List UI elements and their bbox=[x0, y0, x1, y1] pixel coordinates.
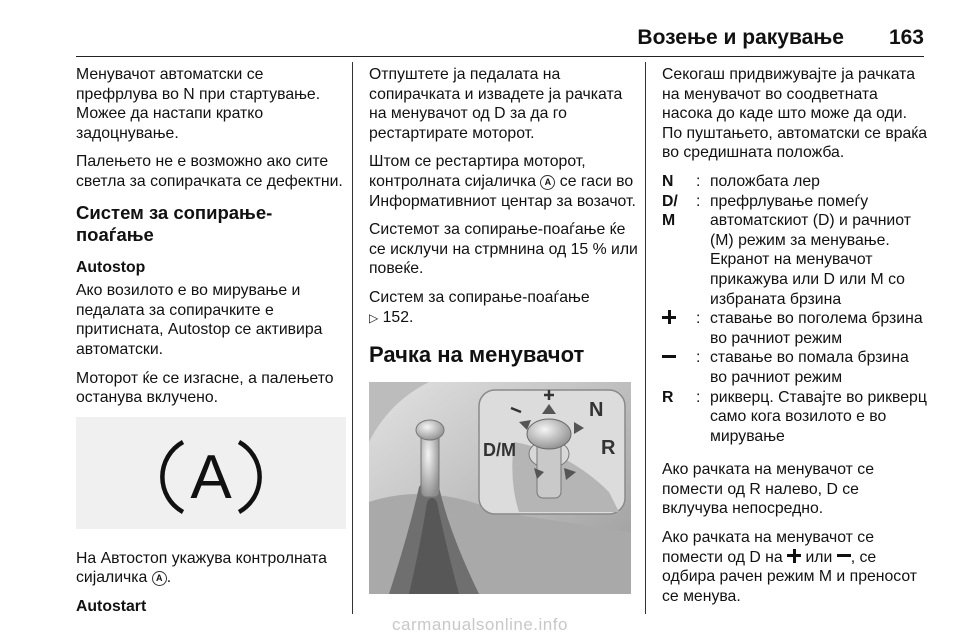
paragraph: Ако рачката на менувачот се помести од D на или , се одбира рачен режим M и преносот се менува. bbox=[662, 529, 918, 605]
autostop-indicator-icon: A bbox=[540, 175, 555, 190]
paragraph: Моторот ќе се изгасне, а палењето останува вклучено. bbox=[76, 369, 334, 407]
paragraph: Системот за сопирање-поаѓање ќе се исклучи на стрмнина од 15 % или повеќе. bbox=[369, 221, 638, 278]
heading-brake-system: Систем за сопирање-поаѓање bbox=[76, 201, 273, 245]
column-divider-1 bbox=[352, 62, 353, 614]
autostop-indicator-icon: A bbox=[152, 571, 167, 586]
minus-icon bbox=[837, 549, 851, 563]
definition-text: префрлување помеѓу автоматскиот (D) и рачниот (M) режим за менување. Екранот на менувачот прикажува или D или M со избраната брзина bbox=[710, 192, 911, 308]
definition-item bbox=[662, 172, 928, 192]
definition-text: ставање во поголема брзина во рачниот режим bbox=[710, 310, 923, 347]
autostop-symbol-figure bbox=[76, 417, 346, 529]
gear-lever-illustration bbox=[369, 382, 631, 594]
paragraph: Ако возилото е во мирување и педалата за сопирачките е притисната, Autostop се активира автоматски. bbox=[76, 282, 323, 358]
page-reference: 152. bbox=[382, 308, 414, 326]
autostop-a-icon bbox=[76, 417, 346, 529]
definition-text: ставање во помала брзина во рачниот режим bbox=[710, 349, 909, 386]
definition-key bbox=[662, 309, 696, 329]
minus-icon bbox=[662, 349, 676, 363]
definition-list bbox=[662, 172, 928, 446]
gear-label-dm: D/M bbox=[483, 440, 516, 461]
definition-colon: : bbox=[696, 349, 701, 367]
definition-colon: : bbox=[696, 310, 701, 328]
definition-colon: : bbox=[696, 192, 701, 210]
definition-key: R bbox=[662, 388, 674, 406]
gear-label-n: N bbox=[589, 399, 604, 422]
paragraph: Ако рачката на менувачот се помести од R налево, D се вклучува непосредно. bbox=[662, 461, 874, 518]
definition-text: положбата лер bbox=[710, 172, 820, 190]
plus-icon bbox=[662, 310, 676, 324]
definition-colon: : bbox=[696, 388, 701, 406]
column-divider-2 bbox=[645, 62, 646, 614]
definition-colon: : bbox=[696, 172, 701, 190]
gear-label-r: R bbox=[601, 437, 616, 460]
definition-item bbox=[662, 348, 928, 387]
paragraph: Палењето не е возможно ако сите светла за сопирачката се дефектни. bbox=[76, 153, 343, 190]
definition-item bbox=[662, 192, 928, 310]
paragraph: Штом се рестартира моторот, контролната сијаличка A се гаси во Информативниот центар за возачот. bbox=[369, 153, 636, 210]
heading-autostop: Autostop bbox=[76, 258, 146, 276]
definition-item bbox=[662, 388, 928, 447]
page-reference-icon: ▷ bbox=[369, 310, 379, 325]
column-2 bbox=[369, 65, 639, 594]
paragraph: На Автостоп укажува контролната сијаличка A . bbox=[76, 549, 327, 587]
watermark: carmanualsonline.info bbox=[392, 615, 568, 634]
gear-lever-figure bbox=[369, 382, 631, 594]
paragraph: Менувачот автоматски се префрлува во N при стартување. Можее да настапи кратко задоцнување. bbox=[76, 66, 321, 142]
paragraph: Отпуштете ја педалата на сопирачката и извадете ја рачката на менувачот од D за да го рестартирате моторот. bbox=[369, 66, 623, 142]
plus-icon bbox=[787, 549, 801, 563]
column-3 bbox=[662, 65, 928, 615]
section-title: Возење и ракување bbox=[637, 26, 844, 49]
header-rule bbox=[76, 56, 924, 57]
definition-item bbox=[662, 309, 928, 348]
page-number: 163 bbox=[888, 26, 924, 49]
paragraph: Секогаш придвижувајте ја рачката на менувачот во соодветната насока до каде што може да оди. По пуштањето, автоматски се враќа во средишната положба. bbox=[662, 66, 927, 162]
definition-key bbox=[662, 348, 696, 368]
definition-key: D/ M bbox=[662, 192, 678, 230]
column-1 bbox=[76, 65, 346, 621]
definition-text: рикверц. Ставајте во рикверц само кога возилото е во мирување bbox=[710, 388, 927, 445]
paragraph: Систем за сопирање-поаѓање ▷ 152. bbox=[369, 288, 590, 326]
definition-key: N bbox=[662, 172, 674, 190]
autostop-symbol-letter: A bbox=[190, 442, 232, 512]
heading-gear-lever: Рачка на менувачот bbox=[369, 342, 585, 368]
heading-autostart: Autostart bbox=[76, 597, 147, 615]
page-header bbox=[0, 0, 960, 56]
